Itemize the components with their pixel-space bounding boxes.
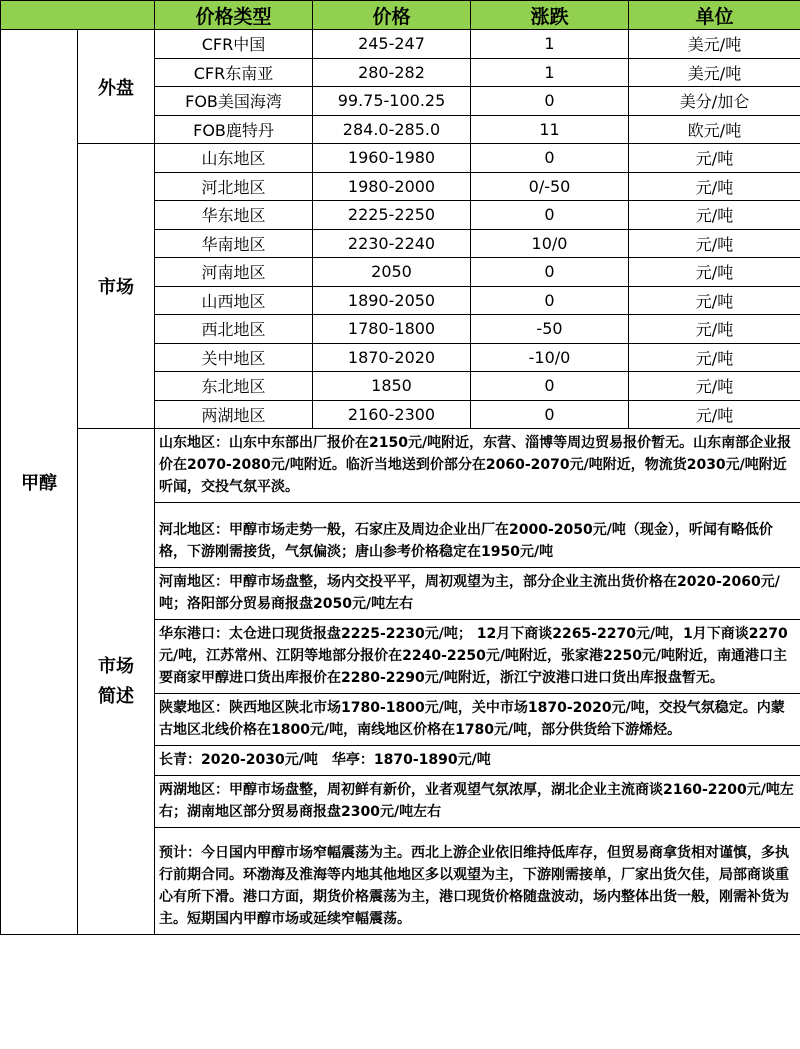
unit-cell: 元/吨 xyxy=(629,144,800,173)
header-price: 价格 xyxy=(313,1,471,30)
price-type-cell: 山东地区 xyxy=(155,144,313,173)
price-type-cell: 山西地区 xyxy=(155,286,313,315)
description-row xyxy=(1,429,800,935)
price-type-cell: CFR中国 xyxy=(155,30,313,59)
description-henan: 河南地区：甲醇市场盘整，场内交投平平，周初观望为主，部分企业主流出货价格在2020-2060元/吨；洛阳部分贸易商报盘2050元/吨左右 xyxy=(155,568,800,620)
price-cell: 280-282 xyxy=(313,58,471,87)
description-changqing: 长青：2020-2030元/吨 华亭：1870-1890元/吨 xyxy=(155,746,800,776)
price-type-cell: 华东地区 xyxy=(155,201,313,230)
change-cell: 0/-50 xyxy=(471,172,629,201)
price-type-cell: 河南地区 xyxy=(155,258,313,287)
price-type-cell: 两湖地区 xyxy=(155,400,313,429)
unit-cell: 美分/加仑 xyxy=(629,87,800,116)
price-cell: 2230-2240 xyxy=(313,229,471,258)
price-cell: 1890-2050 xyxy=(313,286,471,315)
unit-cell: 元/吨 xyxy=(629,258,800,287)
price-cell: 2160-2300 xyxy=(313,400,471,429)
unit-cell: 元/吨 xyxy=(629,172,800,201)
unit-cell: 元/吨 xyxy=(629,229,800,258)
header-change: 涨跌 xyxy=(471,1,629,30)
unit-cell: 欧元/吨 xyxy=(629,115,800,144)
price-type-cell: FOB鹿特丹 xyxy=(155,115,313,144)
price-cell: 1960-1980 xyxy=(313,144,471,173)
price-cell: 284.0-285.0 xyxy=(313,115,471,144)
group-label-market: 市场 xyxy=(78,144,155,429)
change-cell: 0 xyxy=(471,286,629,315)
change-cell: 0 xyxy=(471,201,629,230)
group-label-description-text: 市场简述 xyxy=(98,655,134,707)
category-label: 甲醇 xyxy=(1,30,78,935)
unit-cell: 元/吨 xyxy=(629,343,800,372)
change-cell: 10/0 xyxy=(471,229,629,258)
change-cell: 11 xyxy=(471,115,629,144)
unit-cell: 美元/吨 xyxy=(629,30,800,59)
price-cell: 99.75-100.25 xyxy=(313,87,471,116)
unit-cell: 元/吨 xyxy=(629,286,800,315)
description-lianghu: 两湖地区：甲醇市场盘整，周初鲜有新价，业者观望气氛浓厚，湖北企业主流商谈2160-2200元/吨左右；湖南地区部分贸易商报盘2300元/吨左右 xyxy=(155,776,800,828)
change-cell: -10/0 xyxy=(471,343,629,372)
price-cell: 2225-2250 xyxy=(313,201,471,230)
unit-cell: 美元/吨 xyxy=(629,58,800,87)
header-price-type: 价格类型 xyxy=(155,1,313,30)
description-hebei-text: 河北地区：甲醇市场走势一般，石家庄及周边企业出厂在2000-2050元/吨（现金），听闻有略低价格，下游刚需接货，气氛偏淡；唐山参考价格稳定在1950元/吨 xyxy=(159,522,773,560)
unit-cell: 元/吨 xyxy=(629,372,800,401)
group-label-waipan: 外盘 xyxy=(78,30,155,144)
group-label-description xyxy=(78,429,155,935)
header-blank xyxy=(1,1,155,30)
price-type-cell: FOB美国海湾 xyxy=(155,87,313,116)
change-cell: 1 xyxy=(471,30,629,59)
unit-cell: 元/吨 xyxy=(629,400,800,429)
price-cell: 1780-1800 xyxy=(313,315,471,344)
price-type-cell: 关中地区 xyxy=(155,343,313,372)
change-cell: 0 xyxy=(471,372,629,401)
change-cell: 0 xyxy=(471,258,629,287)
price-cell: 1980-2000 xyxy=(313,172,471,201)
change-cell: -50 xyxy=(471,315,629,344)
price-cell: 1850 xyxy=(313,372,471,401)
description-forecast-text: 预计：今日国内甲醇市场窄幅震荡为主。西北上游企业依旧维持低库存，但贸易商拿货相对谨慎，多执行前期合同。环渤海及淮海等内地其他地区多以观望为主，下游刚需接单，厂家出货欠佳，局部商谈重心有所下滑。港口方面，期货价格震荡为主，港口现货价格随盘波动，场内整体出货一般，刚需补货为主。短期国内甲醇市场或延续窄幅震荡。 xyxy=(159,845,789,927)
header-unit: 单位 xyxy=(629,1,800,30)
price-cell: 1870-2020 xyxy=(313,343,471,372)
price-type-cell: 东北地区 xyxy=(155,372,313,401)
unit-cell: 元/吨 xyxy=(629,315,800,344)
description-shaanmeng: 陕蒙地区：陕西地区陕北市场1780-1800元/吨，关中市场1870-2020元/吨，交投气氛稳定。内蒙古地区北线价格在1800元/吨，南线地区价格在1780元/吨，部分供货给下游烯烃。 xyxy=(155,694,800,746)
change-cell: 1 xyxy=(471,58,629,87)
description-huadong-port: 华东港口：太仓进口现货报盘2225-2230元/吨； 12月下商谈2265-2270元/吨，1月下商谈2270元/吨，江苏常州、江阴等地部分报价在2240-2250元/吨附近，张家港2250元/吨附近，南通港口主要商家甲醇进口货出库报价在2280-2290元/吨附近，浙江宁波港口进口货出库报盘暂无。 xyxy=(155,620,800,694)
price-cell: 2050 xyxy=(313,258,471,287)
price-type-cell: 西北地区 xyxy=(155,315,313,344)
price-cell: 245-247 xyxy=(313,30,471,59)
description-cell xyxy=(155,429,800,935)
change-cell: 0 xyxy=(471,144,629,173)
price-type-cell: 河北地区 xyxy=(155,172,313,201)
unit-cell: 元/吨 xyxy=(629,201,800,230)
table-row xyxy=(1,30,800,59)
header-row xyxy=(1,1,800,30)
price-type-cell: CFR东南亚 xyxy=(155,58,313,87)
description-hebei xyxy=(155,503,800,568)
description-shandong: 山东地区：山东中东部出厂报价在2150元/吨附近，东营、淄博等周边贸易报价暂无。山东南部企业报价在2070-2080元/吨附近。临沂当地送到价部分在2060-2070元/吨附近，物流货2030元/吨附近听闻，交投气氛平淡。 xyxy=(155,429,800,503)
table-row xyxy=(1,144,800,173)
change-cell: 0 xyxy=(471,87,629,116)
description-forecast xyxy=(155,828,800,934)
change-cell: 0 xyxy=(471,400,629,429)
price-type-cell: 华南地区 xyxy=(155,229,313,258)
